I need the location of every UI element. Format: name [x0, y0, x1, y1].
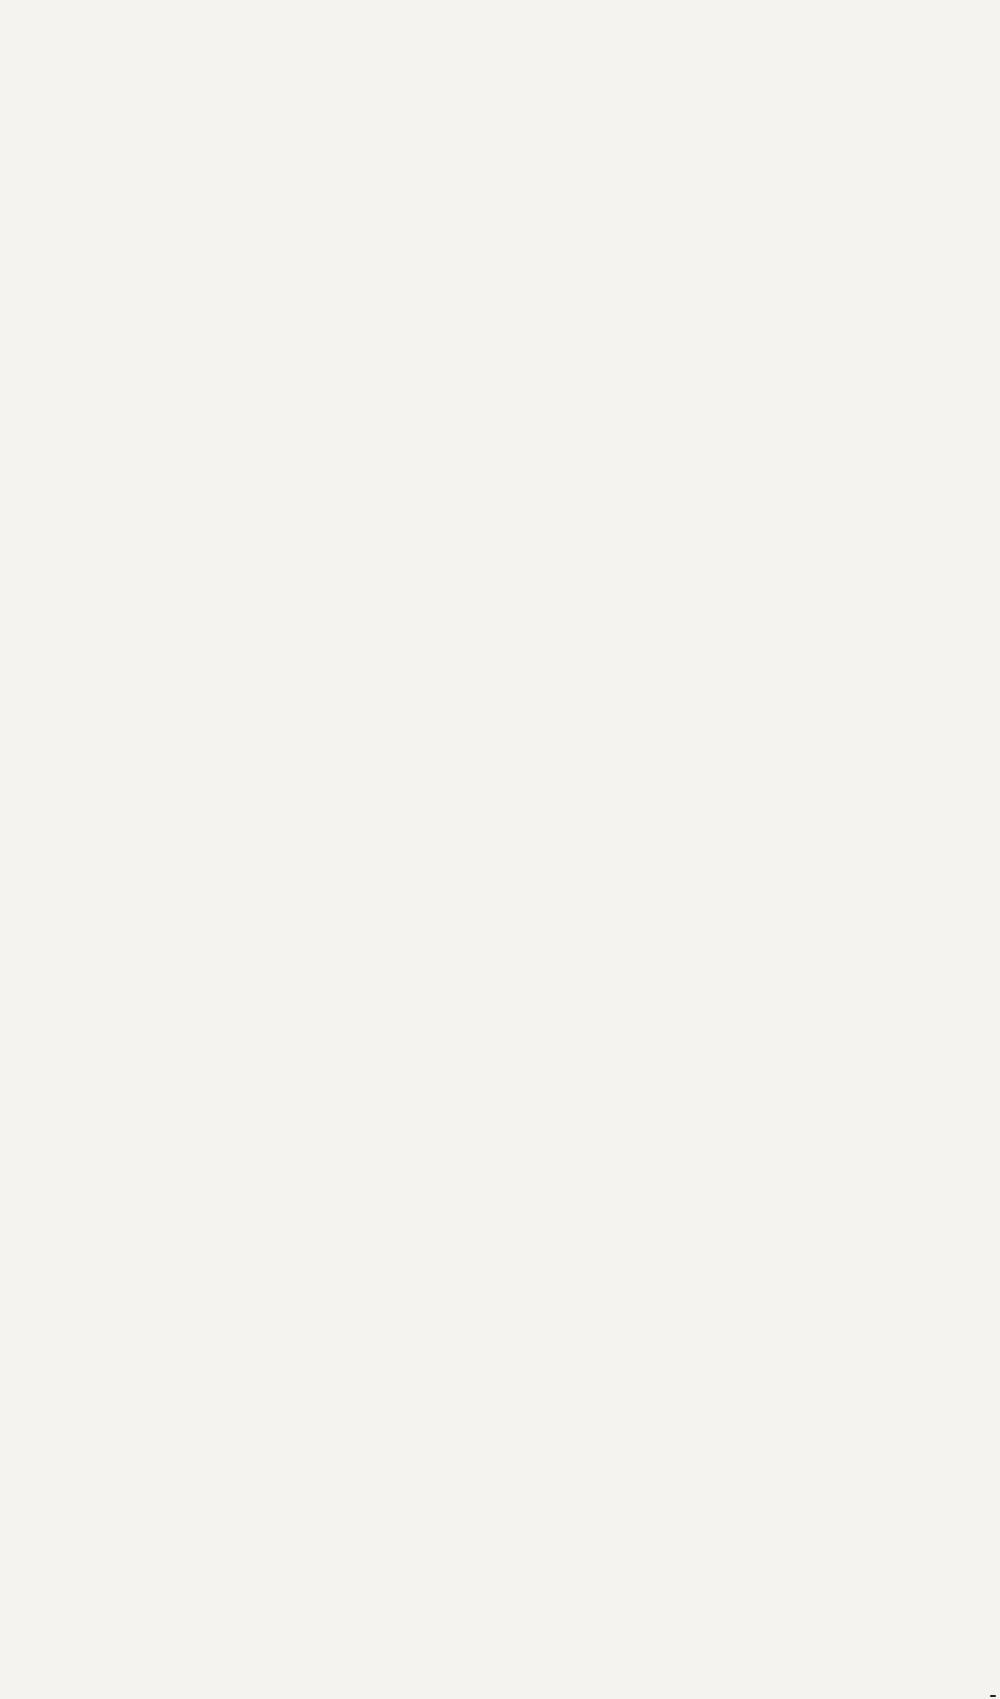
- footer: [986, 1695, 996, 1697]
- dfg-logo: [990, 1695, 996, 1697]
- running-head: [40, 96, 802, 130]
- page-body: [40, 96, 802, 142]
